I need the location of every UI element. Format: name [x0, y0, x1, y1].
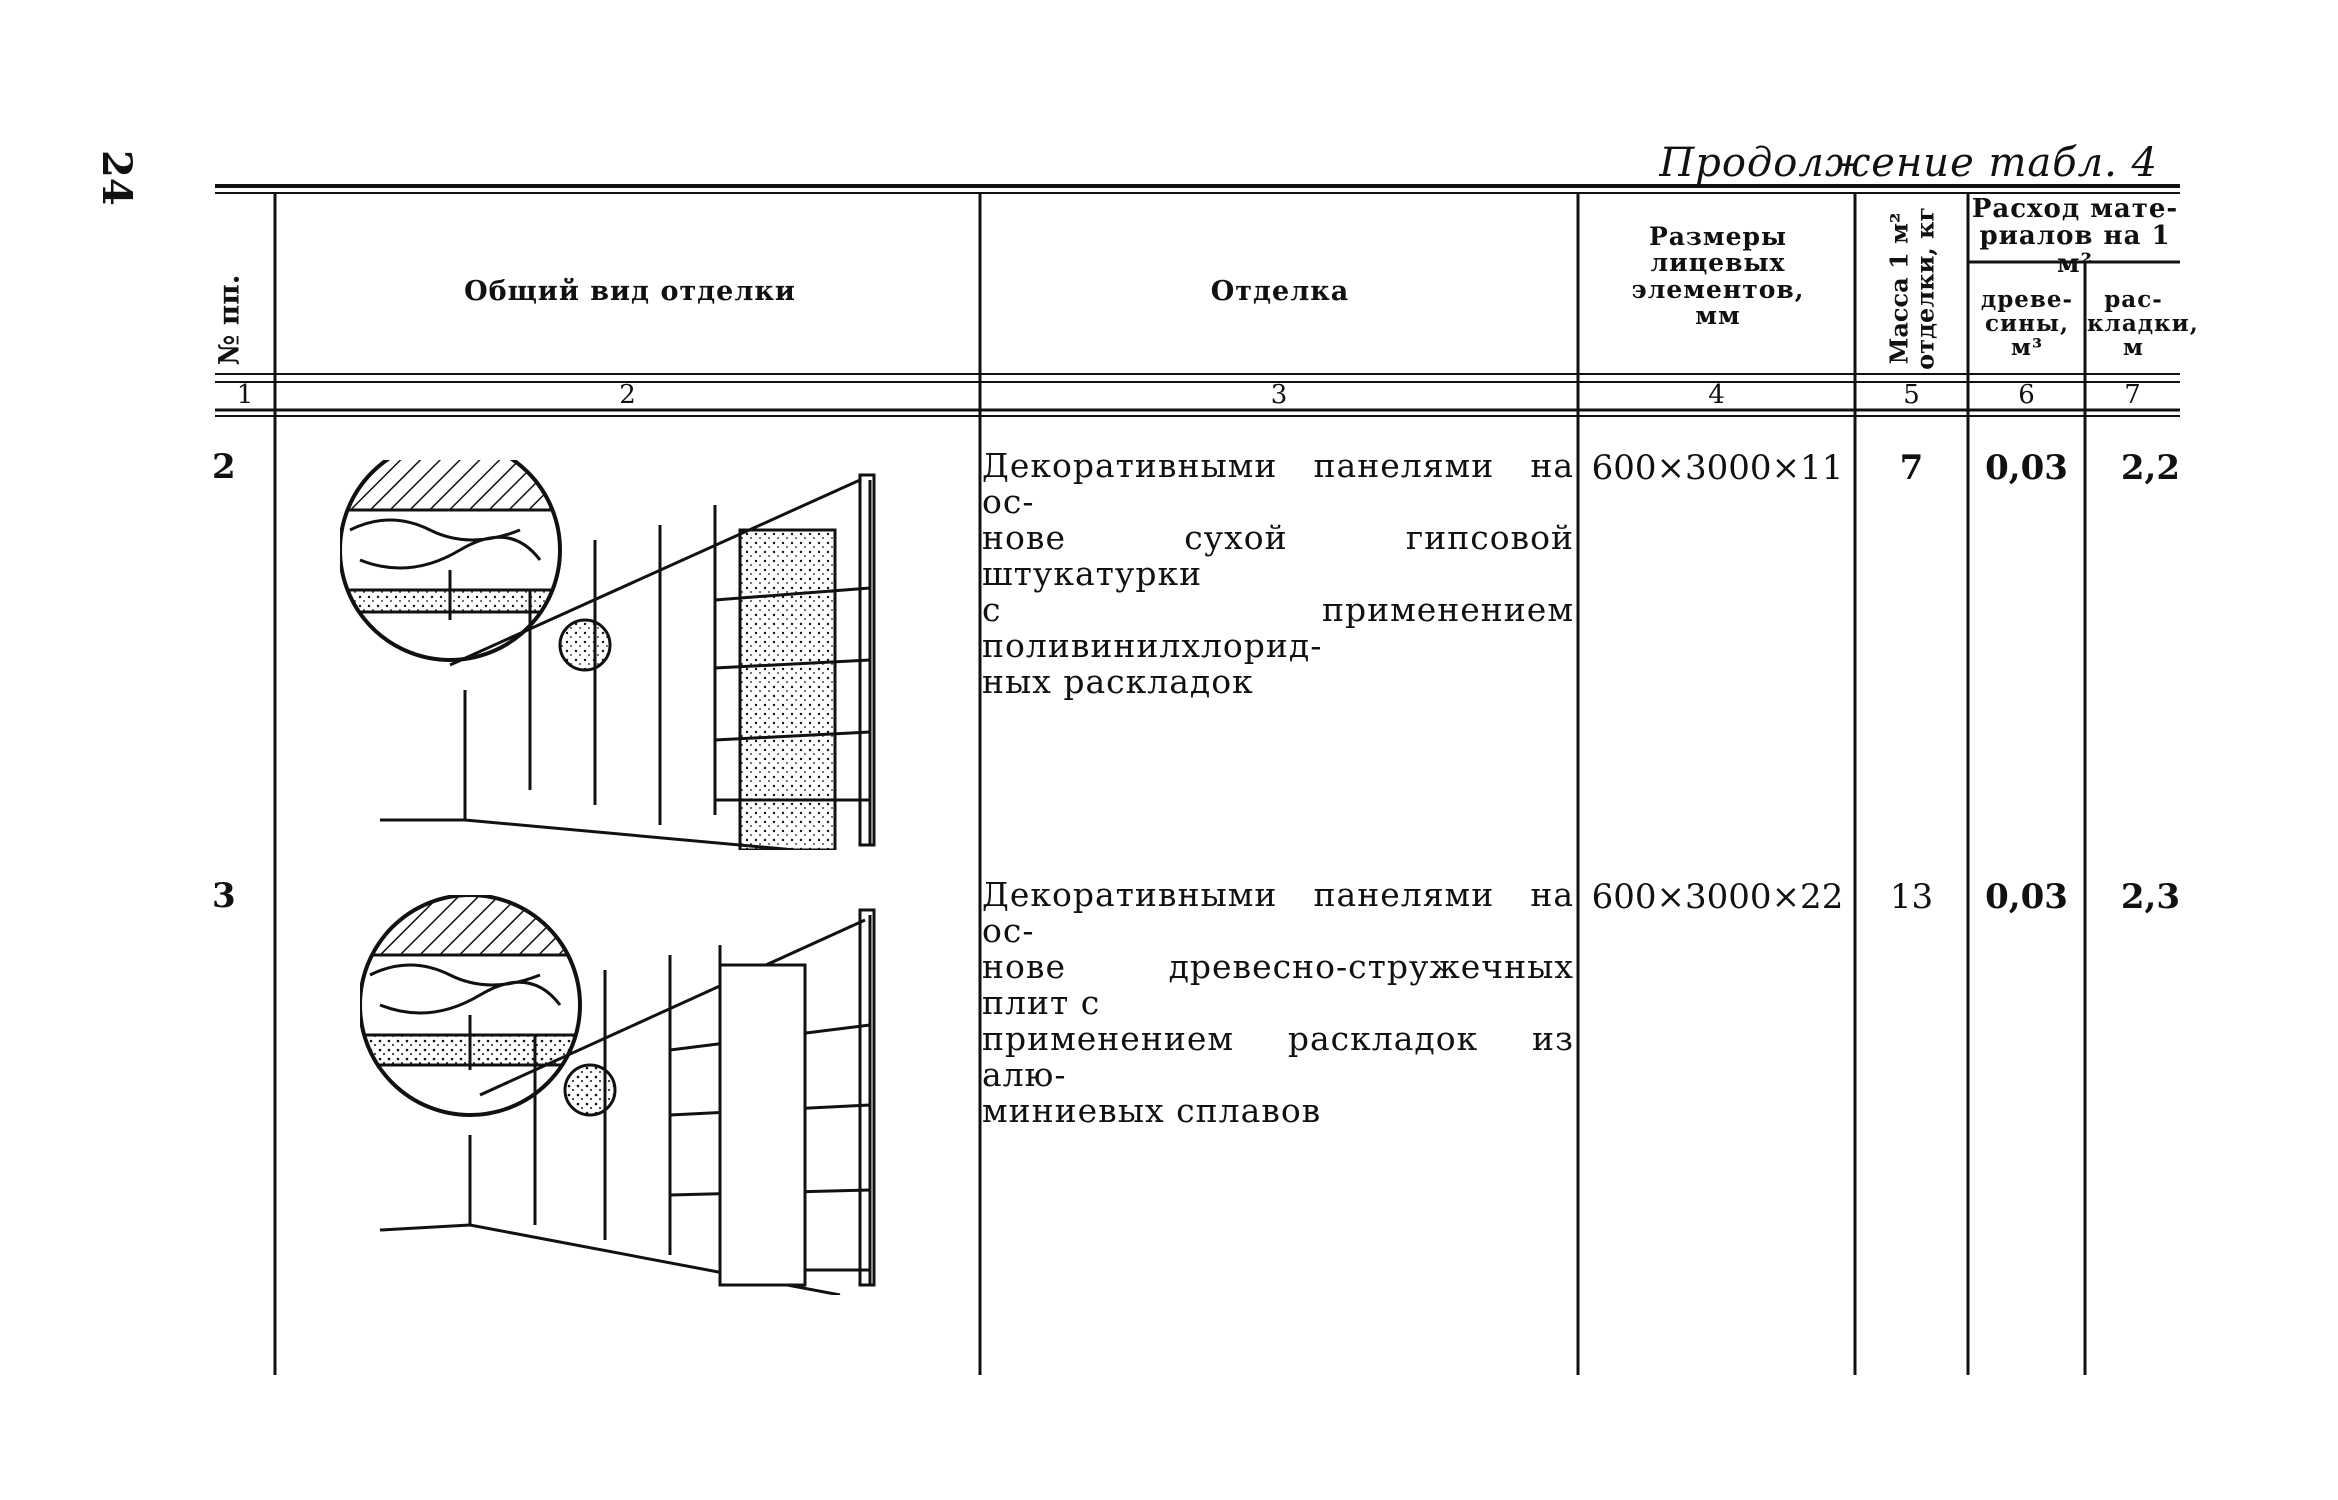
wood-consumption: 0,03	[1985, 448, 2068, 488]
colnum-2: 2	[619, 380, 636, 410]
mass-value: 7	[1899, 448, 1924, 488]
header-col5: Масса 1 м² отделки, кг	[1884, 206, 1940, 370]
finish-illustration-gypsum-panels	[340, 460, 880, 850]
colnum-1: 1	[236, 380, 254, 410]
finish-description: Декоративными панелями на ос- нове древесно-стружечных плит с применением раскладок из алю- миниевых сплавов	[982, 875, 1574, 1130]
header-col4: Размеры лицевых элементов, мм	[1631, 222, 1805, 330]
finish-description: Декоративными панелями на ос- нове сухой гипсовой штукатурки с применением поливинилхлорид- ных раскладок	[982, 446, 1574, 701]
strip-consumption: 2,3	[2120, 877, 2180, 917]
header-col1: № пп.	[212, 274, 246, 366]
header-col6: древе- сины, м³	[1980, 286, 2074, 362]
mass-value: 13	[1889, 877, 1934, 917]
page-number: 24	[93, 150, 140, 206]
header-col67-group: Расход мате- риалов на 1 м²	[1971, 194, 2179, 279]
finish-illustration-particleboard-panels	[360, 895, 880, 1295]
face-element-size: 600×3000×11	[1591, 448, 1844, 488]
colnum-4: 4	[1708, 380, 1725, 410]
header-col2: Общий вид отделки	[464, 276, 796, 307]
colnum-6: 6	[2018, 380, 2035, 410]
colnum-3: 3	[1270, 380, 1288, 410]
strip-consumption: 2,2	[2120, 448, 2180, 488]
face-element-size: 600×3000×22	[1591, 877, 1844, 917]
colnum-7: 7	[2124, 380, 2141, 410]
header-col3: Отделка	[1210, 276, 1350, 307]
row-number: 3	[212, 876, 236, 916]
header-col7: рас- кладки, м	[2087, 286, 2199, 362]
table-continuation-caption: Продолжение табл. 4	[1659, 140, 2158, 186]
row-number: 2	[212, 447, 236, 487]
wood-consumption: 0,03	[1985, 877, 2068, 917]
colnum-5: 5	[1903, 380, 1920, 410]
